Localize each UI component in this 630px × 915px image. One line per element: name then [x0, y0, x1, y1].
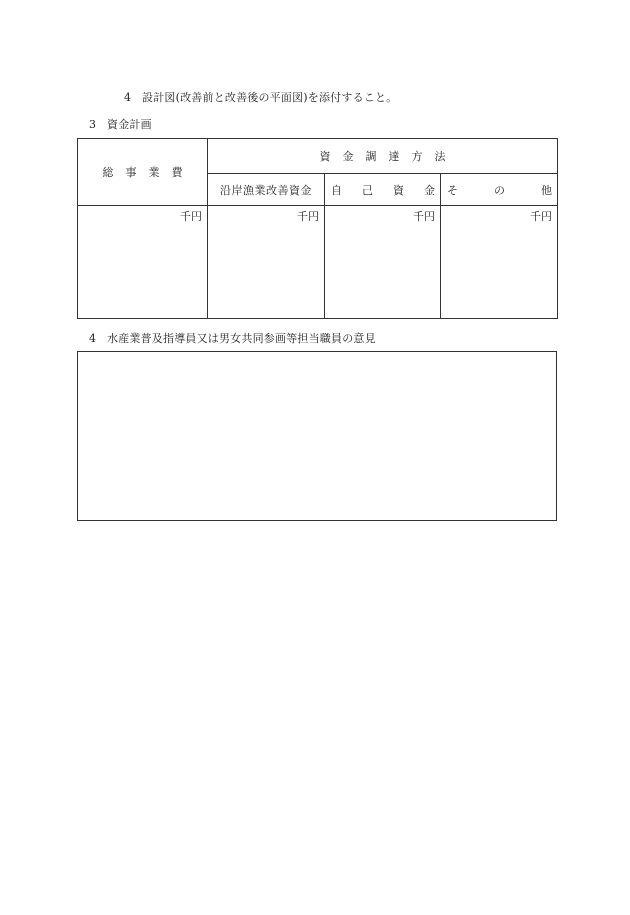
unit-label: 千円	[297, 210, 319, 223]
fund-plan-table	[77, 138, 558, 319]
funding-method-header: 資金調達方法	[208, 139, 558, 174]
unit-label: 千円	[530, 210, 553, 223]
own-fund-char: 金	[424, 183, 435, 197]
section-4-title: 水産業普及指導員又は男女共同参画等担当職員の意見	[107, 332, 376, 345]
section-3-heading	[89, 116, 152, 132]
other-char: の	[494, 183, 505, 197]
other-fund-cell[interactable]	[441, 206, 558, 319]
own-fund-char: 己	[362, 183, 373, 197]
other-char: そ	[447, 183, 458, 197]
unit-label: 千円	[413, 210, 435, 223]
coastal-fund-header: 沿岸漁業改善資金	[208, 174, 325, 206]
note-text: 設計図(改善前と改善後の平面図)を添付すること。	[142, 91, 398, 104]
other-fund-header	[441, 174, 558, 206]
own-fund-cell[interactable]	[325, 206, 441, 319]
own-fund-char: 資	[393, 183, 404, 197]
note-number: 4	[124, 91, 132, 104]
own-fund-header	[325, 174, 441, 206]
unit-label: 千円	[180, 210, 202, 223]
attachment-note	[124, 89, 397, 105]
coastal-fund-cell[interactable]	[208, 206, 325, 319]
section-3-title: 資金計画	[107, 118, 152, 131]
total-cost-cell[interactable]	[78, 206, 208, 319]
total-cost-header: 総事業費	[78, 139, 208, 206]
other-char: 他	[541, 183, 552, 197]
section-4-heading	[89, 330, 376, 346]
section-4-number: 4	[89, 332, 97, 345]
opinion-box[interactable]	[77, 351, 557, 521]
own-fund-char: 自	[331, 183, 342, 197]
section-3-number: 3	[89, 118, 97, 131]
